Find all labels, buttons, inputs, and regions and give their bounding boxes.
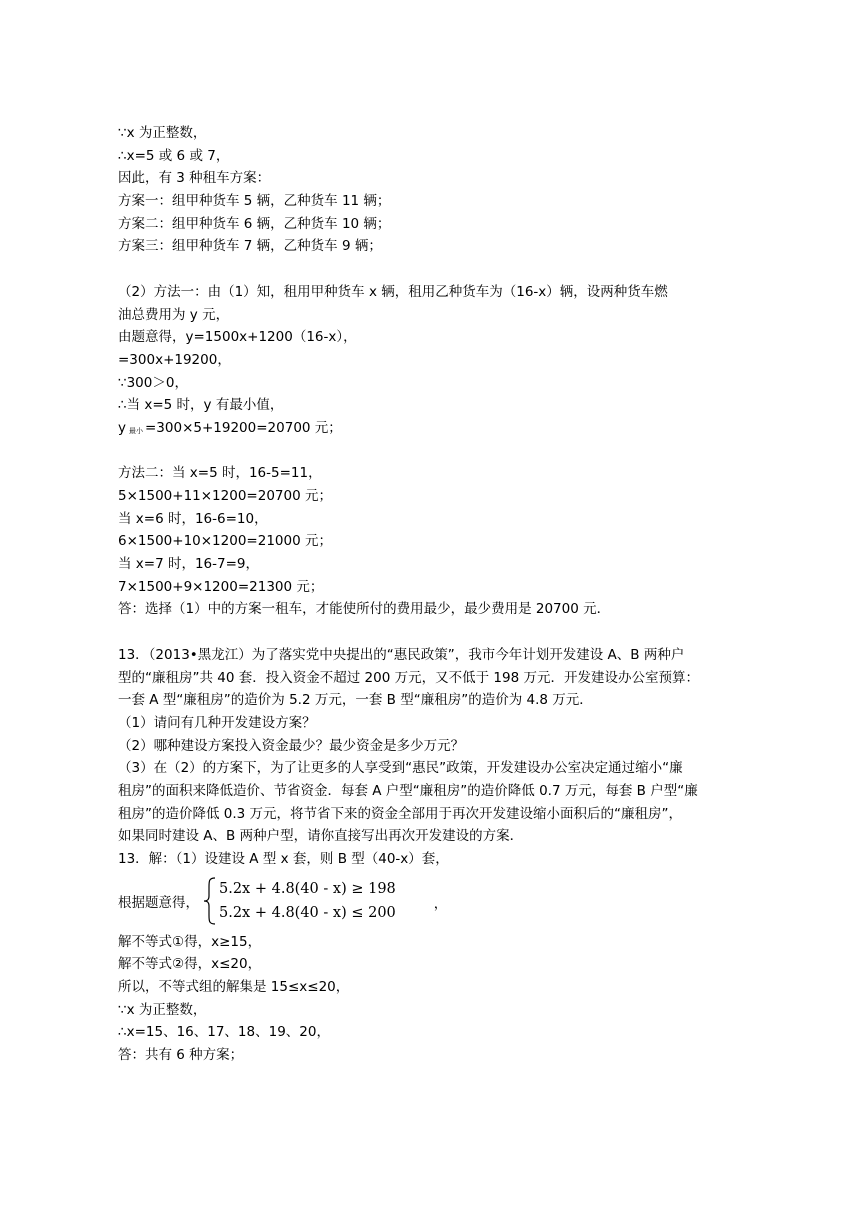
method-one-block bbox=[118, 281, 748, 440]
method-two-block bbox=[118, 462, 748, 621]
y-min-line bbox=[118, 417, 748, 440]
text-line: 6×1500+10×1200=21000 元； bbox=[118, 533, 332, 550]
text-line: 当 x=6 时，16-6=10， bbox=[118, 510, 268, 527]
problem-13-block bbox=[118, 644, 748, 871]
question-3: （3）在（2）的方案下，为了让更多的人享受到“惠民”政策，开发建设办公室决定通过缩小“廉 bbox=[118, 760, 683, 777]
problem-line: 13．（2013•黑龙江）为了落实党中央提出的“惠民政策”，我市今年计划开发建设 A、B 两种户 bbox=[118, 646, 685, 663]
problem-line: 一套 A 型“廉租房”的造价为 5.2 万元，一套 B 型“廉租房”的造价为 4.8 万元． bbox=[118, 692, 593, 709]
text-line: 当 x=7 时，16-7=9， bbox=[118, 556, 260, 573]
system-equations bbox=[219, 878, 396, 924]
y-symbol: y bbox=[118, 419, 126, 436]
system-comma: ， bbox=[433, 895, 448, 912]
text-line: 因此，有 3 种租车方案： bbox=[118, 170, 271, 187]
text-line: ∴当 x=5 时，y 有最小值， bbox=[118, 397, 284, 414]
text-line: 油总费用为 y 元， bbox=[118, 306, 230, 323]
question-1: （1）请问有几种开发建设方案？ bbox=[118, 714, 316, 731]
text-line: 解不等式②得，x≤20， bbox=[118, 956, 262, 973]
paragraph-gap bbox=[118, 440, 748, 463]
text-line: ∵300＞0， bbox=[118, 374, 188, 391]
text-line: 方案三：组甲种货车 7 辆，乙种货车 9 辆； bbox=[118, 238, 382, 255]
inequality-system bbox=[118, 873, 748, 929]
inequality-2: 5.2x + 4.8(40 - x) ≤ 200 bbox=[219, 904, 396, 921]
text-line: 方案一：组甲种货车 5 辆，乙种货车 11 辆； bbox=[118, 193, 391, 210]
text-line: 由题意得，y=1500x+1200（16-x）， bbox=[118, 329, 357, 346]
text-line: ∵x 为正整数， bbox=[118, 125, 207, 141]
text-line: ∵x 为正整数， bbox=[118, 1001, 207, 1018]
left-brace-icon bbox=[203, 877, 217, 925]
inequality-1: 5.2x + 4.8(40 - x) ≥ 198 bbox=[219, 880, 396, 897]
y-min-value: =300×5+19200=20700 元； bbox=[145, 419, 342, 436]
problem-line: 型的“廉租房”共 40 套．投入资金不超过 200 万元，又不低于 198 万元．开发建设办公室预算： bbox=[118, 669, 699, 686]
text-line: 5×1500+11×1200=20700 元； bbox=[118, 488, 332, 504]
min-subscript: 最小 bbox=[129, 426, 143, 435]
question-3-line: 租房”的造价降低 0.3 万元，将节省下来的资金全部用于再次开发建设缩小面积后的“廉租房”， bbox=[118, 805, 683, 822]
question-2: （2）哪种建设方案投入资金最少？最少资金是多少万元？ bbox=[118, 737, 465, 754]
text-line: 7×1500+9×1200=21300 元； bbox=[118, 578, 324, 595]
paragraph-gap bbox=[118, 258, 748, 281]
text-line: 所以，不等式组的解集是 15≤x≤20， bbox=[118, 979, 350, 996]
text-line: ∴x=5 或 6 或 7， bbox=[118, 147, 230, 164]
system-label: 根据题意得， bbox=[118, 894, 199, 911]
text-line: =300x+19200， bbox=[118, 351, 231, 368]
paragraph-gap bbox=[118, 621, 748, 644]
question-3-line: 如果同时建设 A、B 两种户型，请你直接写出再次开发建设的方案． bbox=[118, 828, 524, 845]
answer-line: 答：选择（1）中的方案一租车，才能使所付的费用最少，最少费用是 20700 元． bbox=[118, 601, 611, 618]
text-line: ∴x=15、16、17、18、19、20， bbox=[118, 1024, 330, 1041]
text-line: 解不等式①得，x≥15， bbox=[118, 933, 262, 950]
solution-steps-block bbox=[118, 931, 748, 1067]
text-line: （2）方法一：由（1）知，租用甲种货车 x 辆，租用乙种货车为（16-x）辆，设两种货车燃 bbox=[118, 283, 668, 300]
solution-start: 13．解：（1）设建设 A 型 x 套，则 B 型（40-x）套， bbox=[118, 851, 449, 867]
rental-plans-block bbox=[118, 122, 748, 258]
question-3-line: 租房”的面积来降低造价、节省资金．每套 A 户型“廉租房”的造价降低 0.7 万元，每套 B 户型“廉 bbox=[118, 782, 698, 799]
text-line: 方法二：当 x=5 时，16-5=11， bbox=[118, 465, 322, 482]
answer-line: 答：共有 6 种方案； bbox=[118, 1047, 244, 1064]
text-line: 方案二：组甲种货车 6 辆，乙种货车 10 辆； bbox=[118, 215, 391, 232]
solution-text bbox=[118, 122, 748, 1067]
